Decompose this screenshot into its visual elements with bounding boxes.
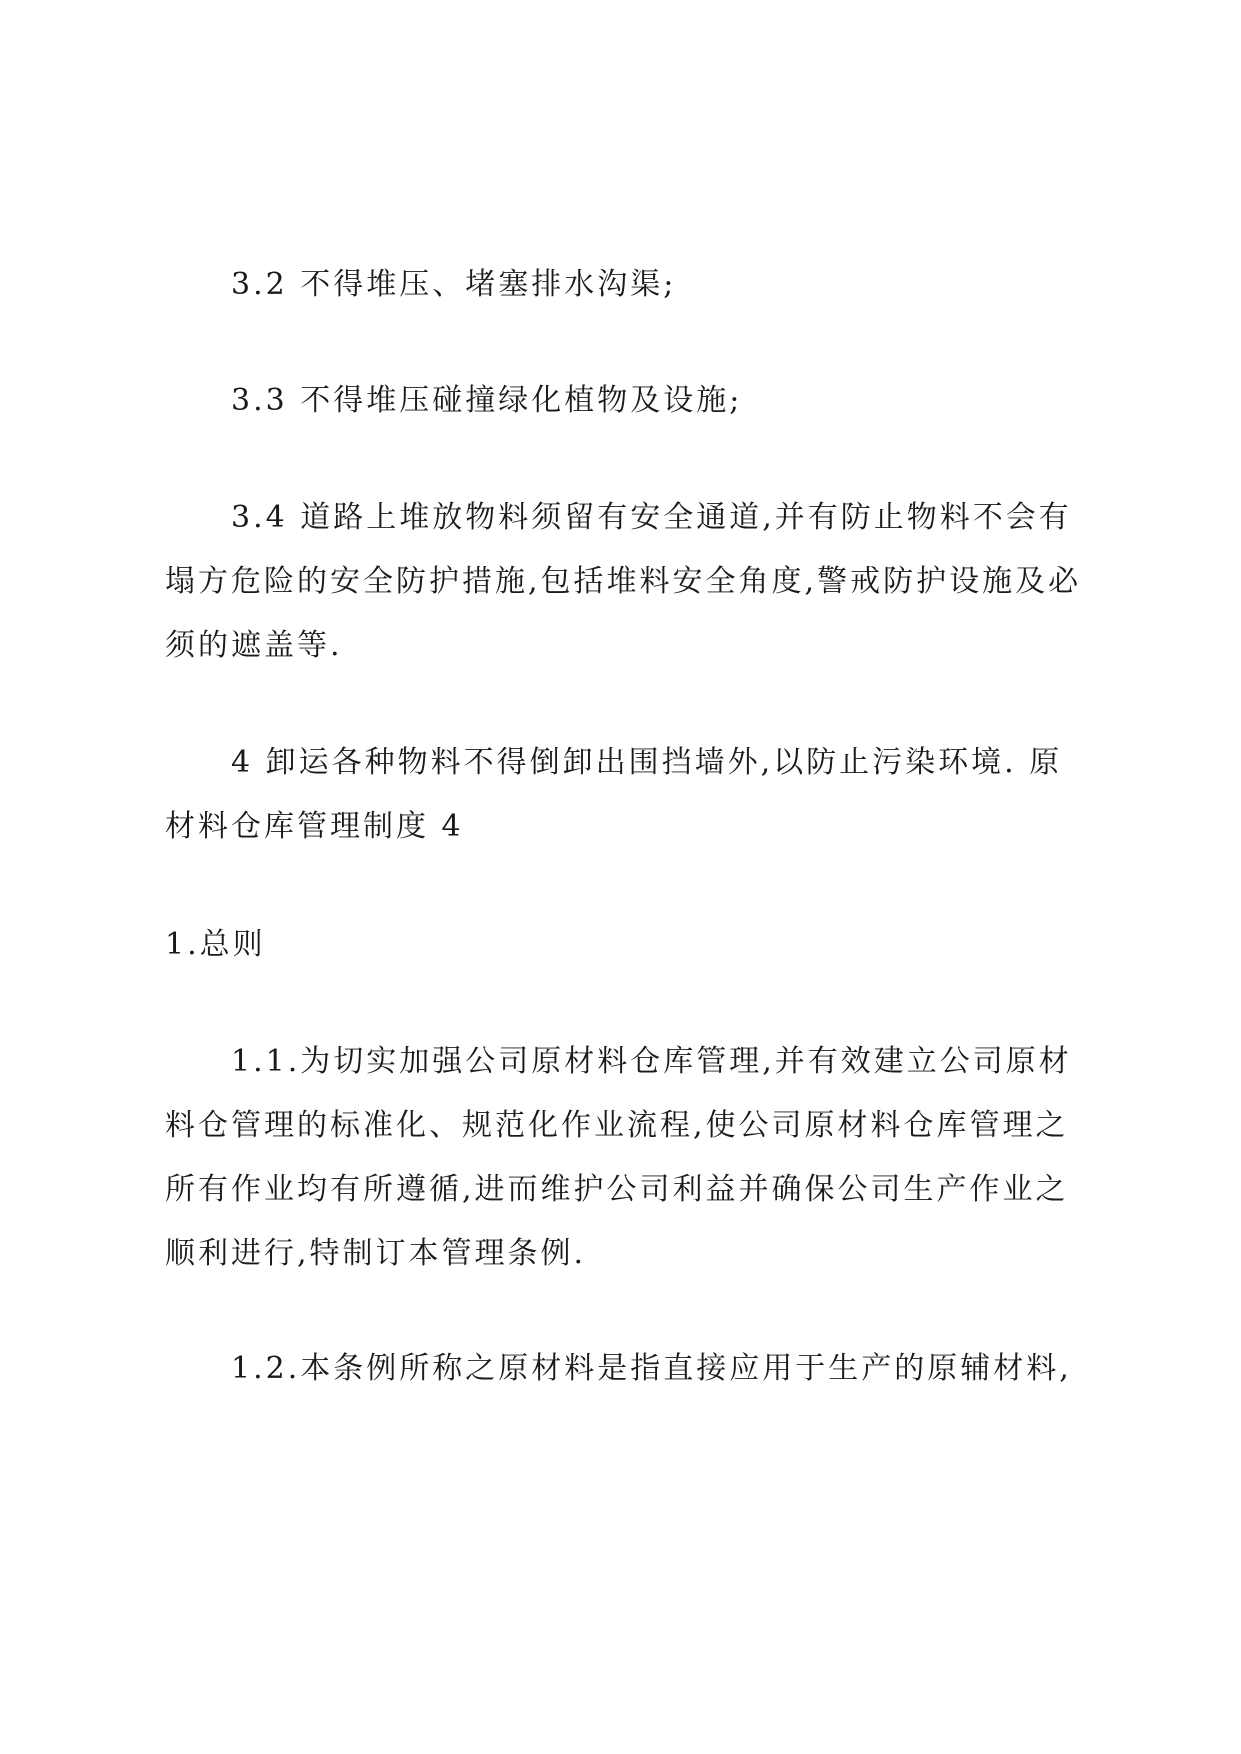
paragraph-line: 塌方危险的安全防护措施,包括堆料安全角度,警戒防护设施及必: [165, 564, 1082, 599]
section-heading: 1.总则: [165, 927, 266, 962]
paragraph-line: 3.3 不得堆压碰撞绿化植物及设施;: [231, 383, 743, 418]
paragraph-3-3: [231, 369, 1146, 433]
paragraph-3-2: [231, 253, 1146, 317]
paragraph-line: 料仓管理的标准化、规范化作业流程,使公司原材料仓库管理之: [165, 1108, 1069, 1143]
paragraph-line: 须的遮盖等.: [165, 628, 343, 663]
paragraph-line: 1.1.为切实加强公司原材料仓库管理,并有效建立公司原材: [231, 1044, 1072, 1079]
paragraph-line: 1.2.本条例所称之原材料是指直接应用于生产的原辅材料,: [231, 1351, 1072, 1386]
paragraph-line: 3.2 不得堆压、堵塞排水沟渠;: [231, 267, 677, 302]
paragraph-line: 4 卸运各种物料不得倒卸出围挡墙外,以防止污染环境. 原: [231, 745, 1063, 780]
paragraph-4: [165, 731, 1080, 859]
paragraph-3-4: [165, 486, 1080, 678]
section-heading-1: [165, 913, 1080, 977]
paragraph-1-1: [165, 1030, 1080, 1286]
paragraph-1-2: [165, 1337, 1080, 1401]
paragraph-line: 顺利进行,特制订本管理条例.: [165, 1236, 587, 1271]
paragraph-line: 所有作业均有所遵循,进而维护公司利益并确保公司生产作业之: [165, 1172, 1069, 1207]
paragraph-line: 材料仓库管理制度 4: [165, 809, 464, 844]
paragraph-line: 3.4 道路上堆放物料须留有安全通道,并有防止物料不会有: [231, 500, 1072, 535]
